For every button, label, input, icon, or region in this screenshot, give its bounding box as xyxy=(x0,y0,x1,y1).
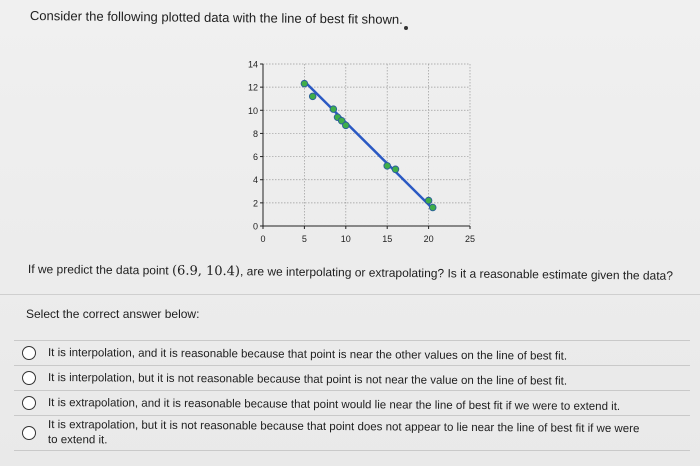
select-label: Select the correct answer below: xyxy=(26,307,200,321)
radio-button[interactable] xyxy=(22,426,36,440)
best-fit-line xyxy=(304,81,432,208)
best-fit-line-path xyxy=(304,81,432,208)
data-point xyxy=(384,163,391,170)
x-tick-label: 5 xyxy=(301,234,307,244)
x-tick-label: 15 xyxy=(382,234,393,244)
y-tick-label: 4 xyxy=(252,175,258,186)
data-point xyxy=(343,122,350,129)
y-tick-label: 8 xyxy=(252,128,258,139)
answer-option-label: It is interpolation, but it is not reasonable because that point is not near the value on the line of best fit. xyxy=(47,371,568,388)
data-point xyxy=(392,166,399,173)
answer-option-4[interactable] xyxy=(14,415,690,451)
chart-axes xyxy=(263,64,470,226)
answer-option-label: It is extrapolation, but it is not reasonable because that point does not appear to lie near the line of best fit if we were to extend it. xyxy=(47,419,640,447)
data-point xyxy=(425,197,432,204)
y-tick-label: 2 xyxy=(252,198,258,209)
answer-options xyxy=(14,340,690,451)
question-point: (6.9, 10.4) xyxy=(171,263,241,280)
x-tick-label: 20 xyxy=(423,234,434,244)
y-tick-label: 6 xyxy=(252,152,258,163)
y-tick-label: 0 xyxy=(252,221,258,232)
radio-button[interactable] xyxy=(22,371,36,385)
question-after: , are we interpolating or extrapolating? Is it a reasonable estimate given the data? xyxy=(239,264,674,283)
answer-option-2[interactable] xyxy=(14,365,690,390)
y-tick-label: 12 xyxy=(247,82,258,93)
answer-option-label: It is extrapolation, and it is reasonable because that point would lie near the line of best fit if we were to extend it. xyxy=(47,396,621,413)
data-point xyxy=(330,106,337,113)
data-point xyxy=(301,80,308,87)
y-tick-label: 14 xyxy=(247,59,258,70)
y-tick-label: 10 xyxy=(247,105,258,116)
radio-button[interactable] xyxy=(22,396,36,410)
data-point xyxy=(309,93,316,100)
question-text xyxy=(28,262,688,284)
answer-option-label: It is interpolation, and it is reasonable because that point is near the other values on the line of best fit. xyxy=(47,346,568,363)
answer-option-3[interactable] xyxy=(14,390,690,415)
chart-grid xyxy=(263,64,470,226)
radio-button[interactable] xyxy=(22,346,36,360)
prompt-text: Consider the following plotted data with the line of best fit shown. xyxy=(29,8,403,27)
question-before: If we predict the data point xyxy=(27,262,173,278)
divider xyxy=(0,294,700,295)
x-tick-label: 10 xyxy=(340,234,351,244)
x-tick-label: 25 xyxy=(464,234,476,244)
data-point xyxy=(429,204,436,211)
x-tick-label: 0 xyxy=(260,234,266,244)
answer-option-1[interactable] xyxy=(14,340,690,365)
